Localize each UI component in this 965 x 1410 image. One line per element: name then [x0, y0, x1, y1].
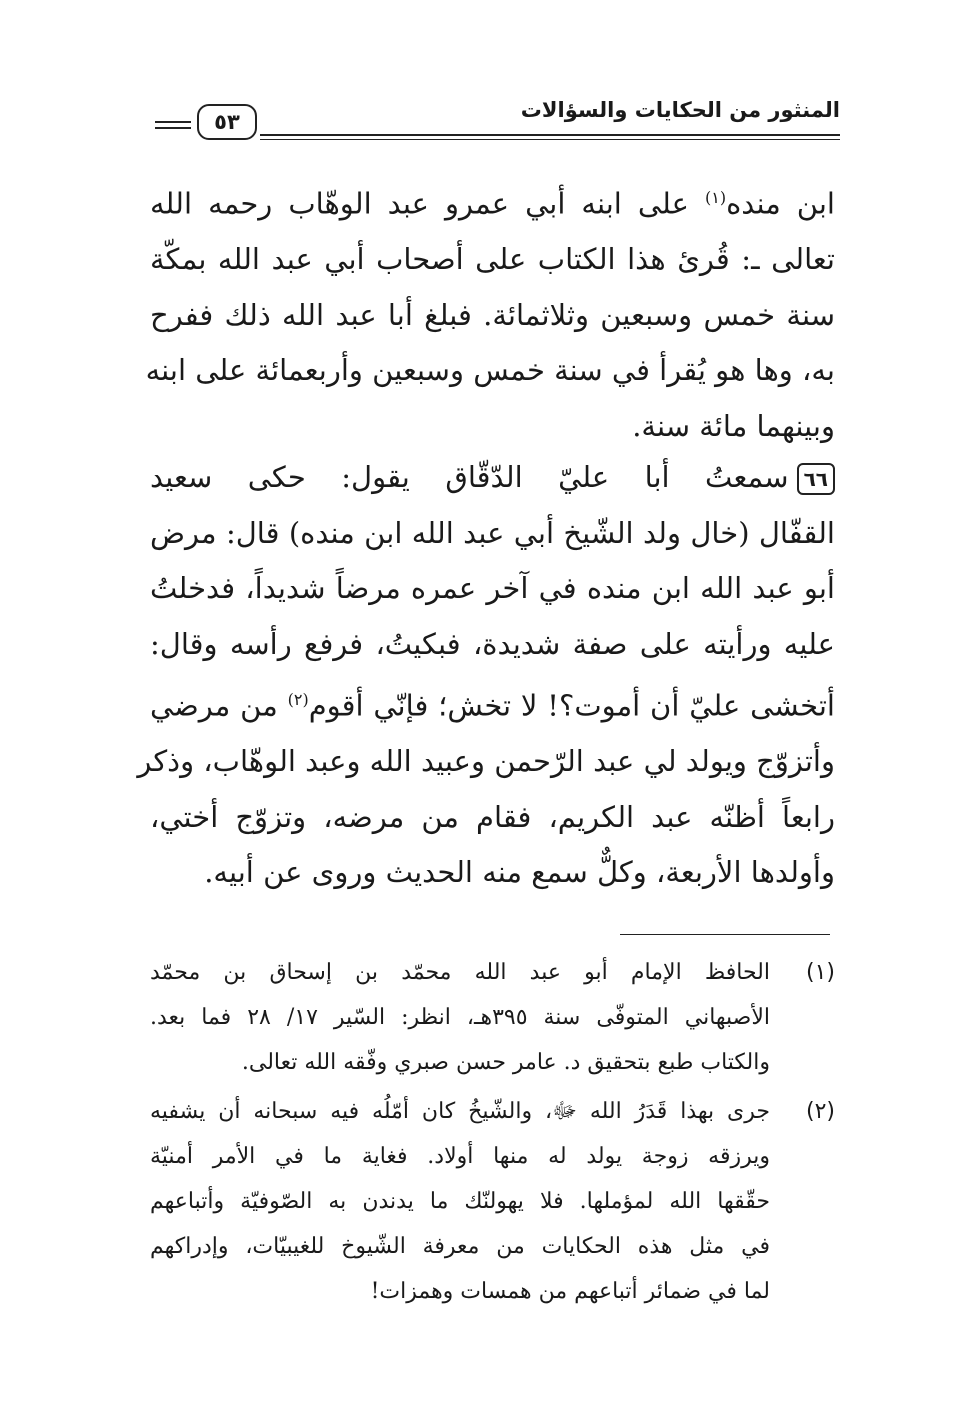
footnote-2-line-2: ويرزقه زوجة يولد له منها أولاد. فغاية ما في الأمر أمنيّة: [150, 1144, 770, 1169]
footnote-2-line-3: حقّقها الله لمؤملها. فلا يهولنّك ما يدندن به الصّوفيّة وأتباعهم: [150, 1189, 770, 1214]
footnote-2-marker: (٢): [805, 1099, 835, 1124]
footnote-2-line-1: جرى بهذا قَدَرُ الله ﷻ، والشّيخُ كان أمّلُه فيه سبحانه أن يشفيه: [150, 1099, 770, 1124]
header-rule-left-top: [155, 121, 191, 123]
running-title: المنثور من الحكايات والسؤالات: [520, 98, 840, 122]
header-rule-thin: [260, 139, 840, 140]
running-header: [155, 96, 840, 140]
paragraph-2-line-3: أبو عبد الله ابن منده في آخر عمره مرضاً شديداً، فدخلتُ: [150, 571, 835, 605]
footnote-ref-2[interactable]: (٢): [287, 690, 309, 709]
paragraph-1-line-4: به، وها هو يُقرأ في سنة خمس وسبعين وأربعمائة على ابنه: [145, 353, 835, 388]
footnote-separator: [620, 934, 830, 935]
paragraph-2-line-2: القفّال (خال ولد الشّيخ أبي عبد الله ابن منده) قال: مرض: [150, 515, 835, 550]
paragraph-2-line-6: وأتزوّج ويولد لي عبد الرّحمن وعبيد الله وعبد الوهّاب، وذكر: [137, 744, 835, 779]
paragraph-1-line-2: تعالى ـ: قُرئ هذا الكتاب على أصحاب أبي عبد الله بمكّة: [150, 242, 835, 277]
paragraph-1-line-5: وبينهما مائة سنة.: [632, 408, 835, 443]
footnote-1-line-1: الحافظ الإمام أبو عبد الله محمّد بن إسحاق بن محمّد: [150, 960, 770, 985]
paragraph-1: [145, 170, 835, 454]
story-number-badge: ٦٦: [797, 463, 835, 495]
paragraph-2-line-1: ٦٦سمعتُ أبا عليّ الدّقّاق يقول: حكى سعيد: [150, 450, 835, 506]
footnote-1-line-3: والكتاب طبع بتحقيق د. عامر حسن صبري وفّقه الله تعالى.: [241, 1050, 770, 1075]
footnote-2-line-5: لما في ضمائر أتباعهم من همسات وهمزات!: [370, 1279, 770, 1304]
footnote-ref-1[interactable]: (١): [704, 188, 727, 207]
header-rule-left-bottom: [155, 127, 191, 129]
page-number: ٥٣: [197, 104, 257, 140]
paragraph-1-line-1: ابن منده$^{(١)}$ على ابنه أبي عمرو عبد الوهّاب رحمه الله: [150, 186, 835, 221]
paragraph-2: [137, 450, 835, 901]
paragraph-1-line-3: سنة خمس وسبعين وثلاثمائة. فبلغ أبا عبد الله ذلك ففرح: [150, 297, 835, 332]
footnote-2: [150, 1089, 840, 1314]
paragraph-2-line-8: وأولدها الأربعة، وكلٌّ سمع منه الحديث وروى عن أبيه.: [204, 855, 835, 890]
footnote-1-marker: (١): [805, 960, 835, 985]
footnote-2-line-4: في مثل هذه الحكايات من معرفة الشّيوخ للغيبيّات، وإدراكهم: [150, 1234, 770, 1259]
paragraph-2-line-5: أتخشى عليّ أن أموت؟! لا تخش؛ فإنّي أقوم$^{(٢)}$ من مرضي: [150, 688, 835, 723]
paragraph-2-line-4: عليه ورأيته على صفة شديدة، فبكيتُ، فرفع رأسه وقال:: [150, 626, 835, 661]
footnotes: [150, 950, 840, 1318]
footnote-1-line-2: الأصبهاني المتوفّى سنة ٣٩٥هـ، انظر: السّير ١٧/ ٢٨ فما بعد.: [150, 1005, 771, 1030]
footnote-1: [150, 950, 840, 1085]
paragraph-2-line-7: رابعاً أظنّه عبد الكريم، فقام من مرضه، وتزوّج أختي،: [150, 799, 835, 834]
header-rule-thick: [260, 134, 840, 136]
